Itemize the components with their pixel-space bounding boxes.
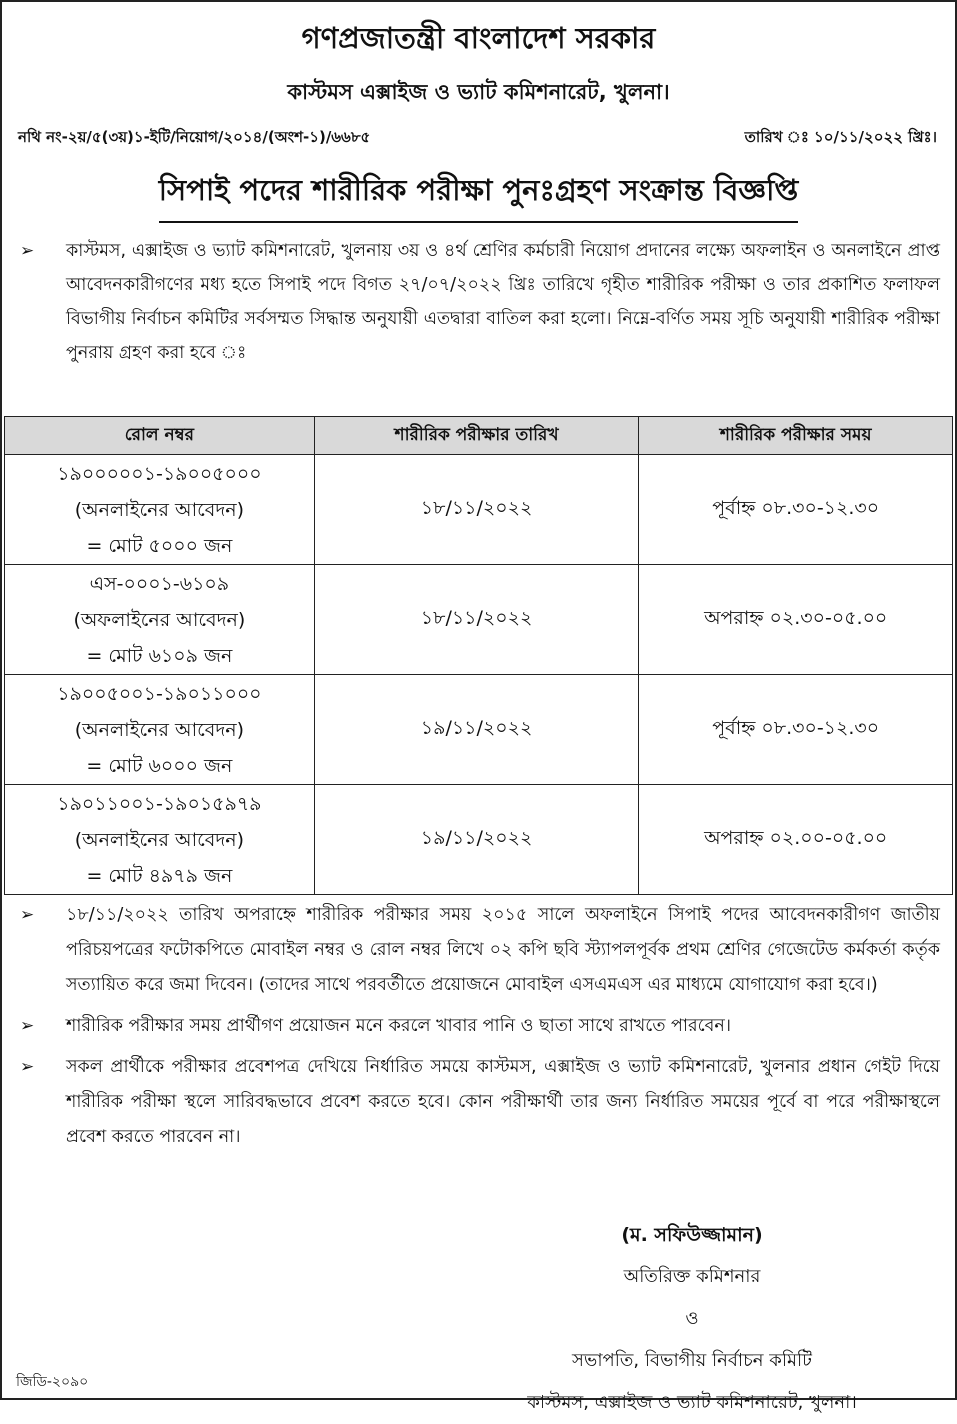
exam-date-cell: ১৮/১১/২০২২ [314,565,639,675]
note-text: শারীরিক পরীক্ষার সময় প্রার্থীগণ প্রয়োজন মনে করলে খাবার পানি ও ছাতা সাথে রাখতে পারবেন। [66,1016,732,1036]
intro-bullet [20,234,940,370]
exam-time-cell: পূর্বাহ্ন ০৮.৩০-১২.৩০ [639,455,953,565]
note-text: ১৮/১১/২০২২ তারিখ অপরাহ্নে শারীরিক পরীক্ষার সময় ২০১৫ সালে অফলাইনে সিপাই পদের আবেদনকারীগণ জাতীয় পরিচয়পত্রের ফটোকপিতে মোবাইল নম্বর ও রোল নম্বর লিখে ০২ কপি ছবি স্ট্যাপলপূর্বক প্রথম শ্রেণির গেজেটেড কর্মকর্তা কর্তৃক সত্যায়িত করে জমা দিবেন। (তাদের সাথে পরবর্তীতে প্রয়োজনে মোবাইল এসএমএস এর মাধ্যমে যোগাযোগ করা হবে।) [66,905,940,995]
note-text: সকল প্রার্থীকে পরীক্ষার প্রবেশপত্র দেখিয়ে নির্ধারিত সময়ে কাস্টমস, এক্সাইজ ও ভ্যাট কমিশনারেট, খুলনার প্রধান গেইট দিয়ে শারীরিক পরীক্ষা স্থলে সারিবদ্ধভাবে প্রবেশ করতে হবে। কোন পরীক্ষার্থী তার জন্য নির্ধারিত সময়ের পূর্বে বা পরে পরীক্ষাস্থলে প্রবেশ করতে পারবেন না। [66,1057,940,1147]
signatory-committee: সভাপতি, বিভাগীয় নির্বাচন কমিটি [572,1350,812,1371]
government-heading: গণপ্রজাতন্ত্রী বাংলাদেশ সরকার [301,21,656,55]
candidate-total: = মোট ৫০০০ জন [86,534,233,557]
table-row [5,455,953,565]
signatory-designation: অতিরিক্ত কমিশনার [623,1266,761,1287]
signatory-office: কাস্টমস, এক্সাইজ ও ভ্যাট কমিশনারেট, খুলনা। [527,1392,857,1413]
note-item [20,1050,940,1155]
application-type: (অনলাইনের আবেদন) [74,828,245,851]
table-row [5,785,953,895]
arrow-bullet-icon: ➢ [20,1016,35,1036]
candidate-total: = মোট ৬০০০ জন [86,754,233,777]
table-header-row [5,417,953,455]
exam-date-cell: ১৯/১১/২০২২ [314,785,639,895]
candidate-total: = মোট ৪৯৭৯ জন [86,864,233,887]
memo-number: নথি নং-২য়/৫(৩য়)১-ইটি/নিয়োগ/২০১৪/(অংশ-১)/৬৬৮৫ [18,128,371,146]
schedule-table [4,416,953,895]
notice-date: তারিখ ঃ ১০/১১/২০২২ খ্রিঃ। [744,128,937,146]
exam-time-cell: অপরাহ্ন ০২.০০-০৫.০০ [639,785,953,895]
intro-text: কাস্টমস, এক্সাইজ ও ভ্যাট কমিশনারেট, খুলনায় ৩য় ও ৪র্থ শ্রেণির কর্মচারী নিয়োগ প্রদানের লক্ষ্যে অফলাইন ও অনলাইনে প্রাপ্ত আবেদনকারীগণের মধ্য হতে সিপাই পদে বিগত ২৭/০৭/২০২২ খ্রিঃ তারিখে গৃহীত শারীরিক পরীক্ষা ও তার প্রকাশিত ফলাফল বিভাগীয় নির্বাচন কমিটির সর্বসম্মত সিদ্ধান্ত অনুযায়ী এতদ্বারা বাতিল করা হলো। নিম্নে-বর্ণিত সময় সূচি অনুযায়ী শারীরিক পরীক্ষা পুনরায় গ্রহণ করা হবে ঃ [66,241,940,363]
col-header-time: শারীরিক পরীক্ষার সময় [639,417,953,455]
arrow-bullet-icon: ➢ [20,241,35,261]
roll-range: এস-০০০১-৬১০৯ [89,572,230,595]
roll-cell [5,785,315,895]
note-item [20,1009,940,1044]
arrow-bullet-icon: ➢ [20,905,35,925]
footer-reference: জিডি-২০৯০ [16,1374,89,1390]
application-type: (অফলাইনের আবেদন) [73,608,246,631]
note-item [20,898,940,1003]
application-type: (অনলাইনের আবেদন) [74,498,245,521]
candidate-total: = মোট ৬১০৯ জন [86,644,233,667]
notice-title-wrap [2,168,955,223]
arrow-bullet-icon: ➢ [20,1057,35,1077]
application-type: (অনলাইনের আবেদন) [74,718,245,741]
signatory-name: (ম. সফিউজ্জামান) [621,1224,763,1246]
office-heading: কাস্টমস এক্সাইজ ও ভ্যাট কমিশনারেট, খুলনা। [287,80,670,104]
roll-range: ১৯০০০০০১-১৯০০৫০০০ [57,462,262,485]
notice-title: সিপাই পদের শারীরিক পরীক্ষা পুনঃগ্রহণ সংক্রান্ত বিজ্ঞপ্তি [159,168,799,223]
roll-cell [5,565,315,675]
signatory-and: ও [685,1308,699,1329]
col-header-date: শারীরিক পরীক্ষার তারিখ [314,417,639,455]
exam-time-cell: অপরাহ্ন ০২.৩০-০৫.০০ [639,565,953,675]
intro-paragraph [20,234,940,370]
exam-time-cell: পূর্বাহ্ন ০৮.৩০-১২.৩০ [639,675,953,785]
table-row [5,675,953,785]
signature-block [472,1214,912,1424]
roll-range: ১৯০০৫০০১-১৯০১১০০০ [57,682,262,705]
exam-date-cell: ১৮/১১/২০২২ [314,455,639,565]
table-row [5,565,953,675]
col-header-roll: রোল নম্বর [5,417,315,455]
roll-cell [5,455,315,565]
exam-date-cell: ১৯/১১/২০২২ [314,675,639,785]
notes-list [20,898,940,1161]
roll-range: ১৯০১১০০১-১৯০১৫৯৭৯ [57,792,262,815]
roll-cell [5,675,315,785]
